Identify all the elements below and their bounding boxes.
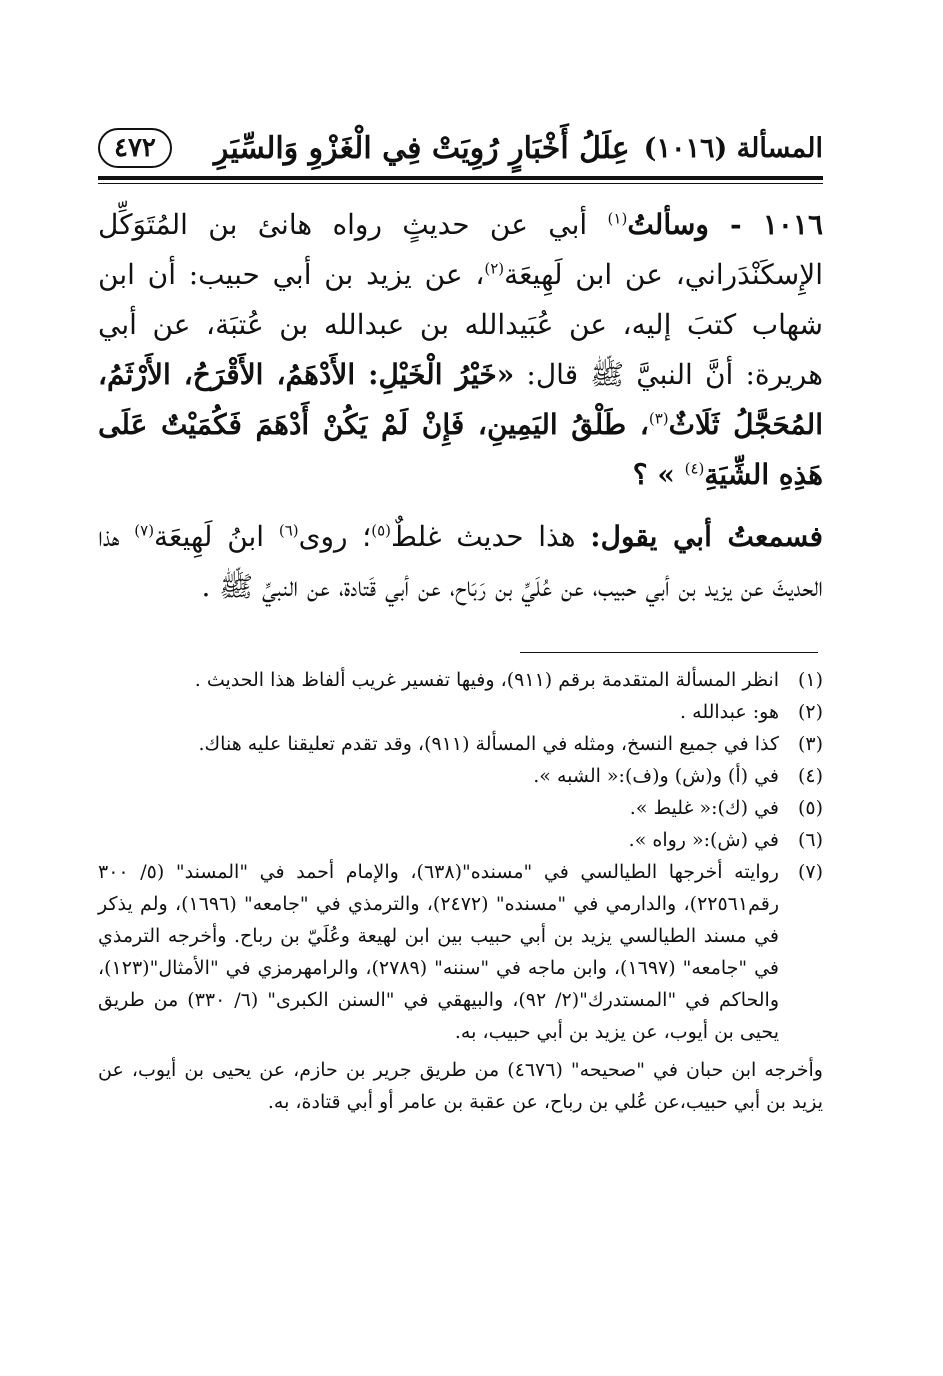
- text-segment: هذا الحديثَ عن يزيد بن أبي حبيب، عن عُلَيِّ بن رَبَاح، عن أبي قَتادة، عن النبيِّ ﷺ .: [98, 520, 823, 603]
- footnote-ref-6[interactable]: (٦): [278, 521, 299, 540]
- footnote-item: [98, 664, 823, 696]
- footnote-continuation: وأخرجه ابن حبان في "صحيحه" (٤٦٧٦) من طريق جرير بن حازم، عن يحيى بن أيوب، عن يزيد بن أبي حبيب،عن عُلي بن رباح، عن عقبة بن عامر أو أبي قتادة، به.: [98, 1059, 823, 1113]
- footnote-number: (٦): [797, 829, 823, 851]
- text-segment: هذا حديث غلطٌ: [391, 520, 591, 553]
- running-title: عِلَلُ أَخْبَارٍ رُوِيَتْ فِي الْغَزْوِ وَالسِّيَرِ: [213, 130, 630, 166]
- text-segment: ابنُ لَهِيعَة: [154, 520, 279, 553]
- lead-word: وسألتُ: [627, 208, 709, 241]
- footnote-text: انظر المسألة المتقدمة برقم (٩١١)، وفيها تفسير غريب ألفاظ هذا الحديث .: [194, 669, 779, 691]
- footnote-item: [98, 824, 823, 856]
- issue-number: ١٠١٦: [762, 208, 823, 241]
- footnote-text: في (ك):« غليط ».: [629, 797, 779, 819]
- footnote-item: [98, 856, 823, 1048]
- footnote-ref-5[interactable]: (٥): [371, 521, 391, 540]
- footnote-number: (٧): [797, 861, 823, 883]
- footnote-text: روايته أخرجها الطيالسي في "مسنده"(٦٣٨)، والإمام أحمد في "المسند" (٥/ ٣٠٠ رقم٢٢٥٦١)، والدارمي في "مسنده" (٢٤٧٢)، والترمذي في "جامعه" (١٦٩٦)، ولم يذكر في مسند الطيالسي يزيد بن أبي حبيب بين ابن لهيعة وعُلَيّ بن رباح. وأخرجه الترمذي في "جامعه" (١٦٩٧)، وابن ماجه في "سننه" (٢٧٨٩)، والرامهرمزي في "الأمثال"(١٢٣)، والحاكم في "المستدرك"(٢/ ٩٢)، والبيهقي في "السنن الكبرى" (٦/ ٣٣٠) من طريق يحيى بن أيوب، عن يزيد بن أبي حبيب، به.: [98, 861, 780, 1043]
- issue-label: المسألة (١٠١٦): [643, 132, 823, 164]
- question-paragraph: [98, 200, 823, 500]
- page-header: [98, 122, 823, 174]
- text-segment: ، عن يزيد بن أبي حبيب: أن ابن شهاب كتبَ إليه، عن عُبَيدالله بن عبدالله بن عُتبَة، عن أبي هريرة: أنَّ النبيَّ ﷺ قال:: [98, 258, 824, 391]
- footnote-number: (٣): [797, 733, 823, 755]
- footnote-number: (٥): [797, 797, 823, 819]
- footnote-item: [98, 696, 823, 728]
- dash: -: [708, 208, 763, 241]
- footnote-ref-3[interactable]: (٣): [648, 409, 669, 428]
- answer-paragraph: [98, 512, 823, 612]
- footnote-item: [98, 760, 823, 792]
- footnote-text: في (ش):« رواه ».: [628, 829, 779, 851]
- header-rule-thick: [98, 176, 823, 180]
- hadith-quote: «خَيْرُ الْخَيْلِ: الأَدْهَمُ، الأَقْرَحُ، الأَرْثَمُ، المُحَجَّلُ ثَلَاثٌ: [98, 358, 823, 441]
- footnote-text: هو: عبدالله .: [680, 701, 779, 723]
- footnote-ref-2[interactable]: (٢): [484, 259, 505, 278]
- main-text: [98, 200, 823, 612]
- footnote-number: (١): [797, 669, 823, 691]
- text-segment: أبي عن حديثٍ رواه هانئ بن المُتَوَكِّل الإِسكَنْدَراني، عن ابن لَهِيعَة: [98, 208, 823, 291]
- footnote-item: [98, 792, 823, 824]
- hadith-quote-cont: ، طَلْقُ اليَمِينِ، فَإِنْ لَمْ يَكُنْ أَدْهَمَ فَكُمَيْتٌ عَلَى هَذِهِ الشِّيَةِ: [98, 408, 823, 491]
- text-segment: ؛ روى: [298, 520, 372, 553]
- page-number-badge: ٤٧٢: [98, 128, 172, 168]
- footnote-ref-4[interactable]: (٤): [684, 459, 705, 478]
- footnote-ref-7[interactable]: (٧): [134, 521, 155, 540]
- footnote-separator: [520, 652, 818, 653]
- answer-lead: فسمعتُ أبي يقول:: [590, 520, 824, 553]
- text-segment: » ؟: [632, 458, 685, 491]
- header-rule-thin: [98, 183, 823, 184]
- footnote-number: (٤): [797, 765, 823, 787]
- footnote-ref-1[interactable]: (١): [607, 209, 628, 228]
- footnote-text: كذا في جميع النسخ، ومثله في المسألة (٩١١)، وقد تقدم تعليقنا عليه هناك.: [198, 733, 779, 755]
- footnote-number: (٢): [797, 701, 823, 723]
- footnote-item: [98, 728, 823, 760]
- footnotes: [98, 664, 823, 1118]
- footnote-text: في (أ) و(ش) و(ف):« الشبه ».: [533, 765, 779, 787]
